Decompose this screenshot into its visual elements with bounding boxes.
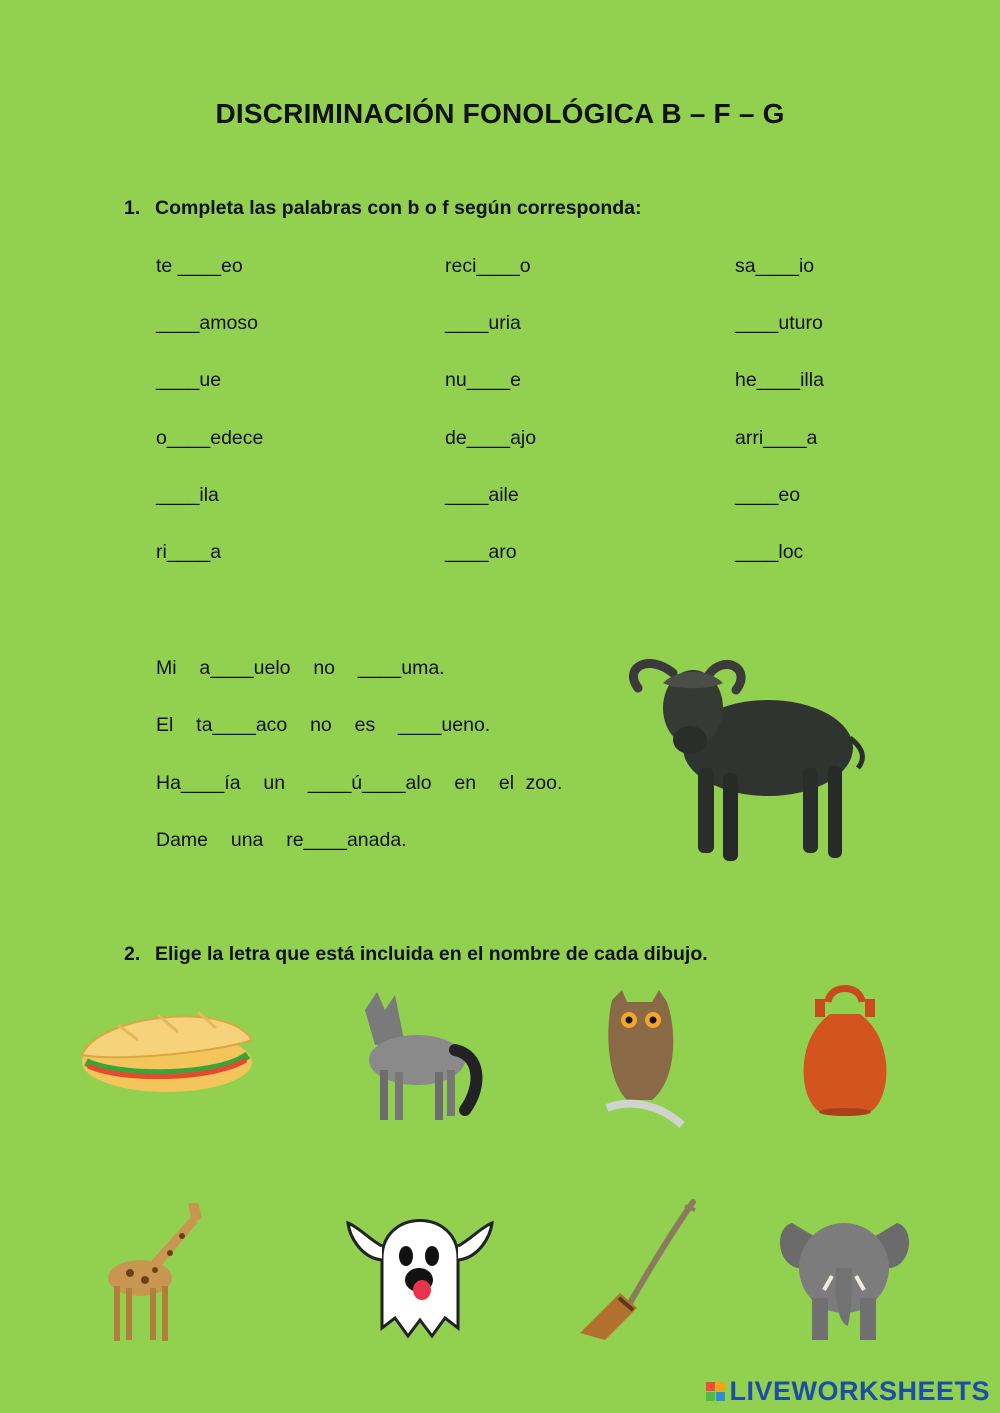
section-1-number: 1. bbox=[124, 197, 141, 219]
sentence-item[interactable]: Ha____ía un ____ú____alo en el zoo. bbox=[156, 772, 563, 794]
word-item[interactable]: ____aile bbox=[445, 484, 519, 506]
word-item[interactable]: he____illa bbox=[735, 369, 824, 391]
giraffe-picture[interactable] bbox=[100, 1198, 210, 1343]
section-2-heading bbox=[124, 943, 708, 966]
jug-picture[interactable] bbox=[800, 984, 890, 1116]
brand-name: LIVEWORKSHEETS bbox=[729, 1376, 990, 1406]
word-item[interactable]: arri____a bbox=[735, 427, 818, 449]
word-item[interactable]: sa____io bbox=[735, 255, 815, 277]
brand-footer bbox=[706, 1376, 990, 1407]
word-item[interactable]: reci____o bbox=[445, 255, 531, 277]
word-item[interactable]: de____ajo bbox=[445, 427, 537, 449]
sandwich-picture[interactable] bbox=[78, 1000, 256, 1100]
word-item[interactable]: ____eo bbox=[735, 484, 801, 506]
word-item[interactable]: o____edece bbox=[156, 427, 264, 449]
sentence-item[interactable]: Mi a____uelo no ____uma. bbox=[156, 657, 445, 679]
word-item[interactable]: te ____eo bbox=[156, 255, 243, 277]
word-item[interactable]: nu____e bbox=[445, 369, 521, 391]
word-item[interactable]: ____amoso bbox=[156, 312, 258, 334]
word-item[interactable]: ____ue bbox=[156, 369, 222, 391]
word-item[interactable]: ____ila bbox=[156, 484, 219, 506]
section-1-instruction: Completa las palabras con b o f según corresponda: bbox=[155, 197, 642, 219]
ghost-picture[interactable] bbox=[342, 1198, 498, 1343]
word-item[interactable]: ____uturo bbox=[735, 312, 823, 334]
section-1-heading bbox=[124, 197, 642, 220]
elephant-picture[interactable] bbox=[772, 1198, 917, 1343]
word-item[interactable]: ____loc bbox=[735, 541, 804, 563]
section-2-instruction: Elige la letra que está incluida en el nombre de cada dibujo. bbox=[155, 943, 708, 965]
section-2-number: 2. bbox=[124, 943, 141, 965]
liveworksheets-logo-icon bbox=[706, 1382, 725, 1401]
word-item[interactable]: ____aro bbox=[445, 541, 517, 563]
page-title: DISCRIMINACIÓN FONOLÓGICA B – F – G bbox=[215, 98, 785, 129]
broom-picture[interactable] bbox=[575, 1198, 700, 1343]
sentence-item[interactable]: Dame una re____anada. bbox=[156, 829, 407, 851]
word-item[interactable]: ____uria bbox=[445, 312, 521, 334]
wolf-picture[interactable] bbox=[355, 990, 485, 1125]
owl-picture[interactable] bbox=[597, 990, 687, 1135]
sentence-item[interactable]: El ta____aco no es ____ueno. bbox=[156, 714, 491, 736]
buffalo-picture bbox=[618, 648, 868, 870]
word-item[interactable]: ri____a bbox=[156, 541, 222, 563]
